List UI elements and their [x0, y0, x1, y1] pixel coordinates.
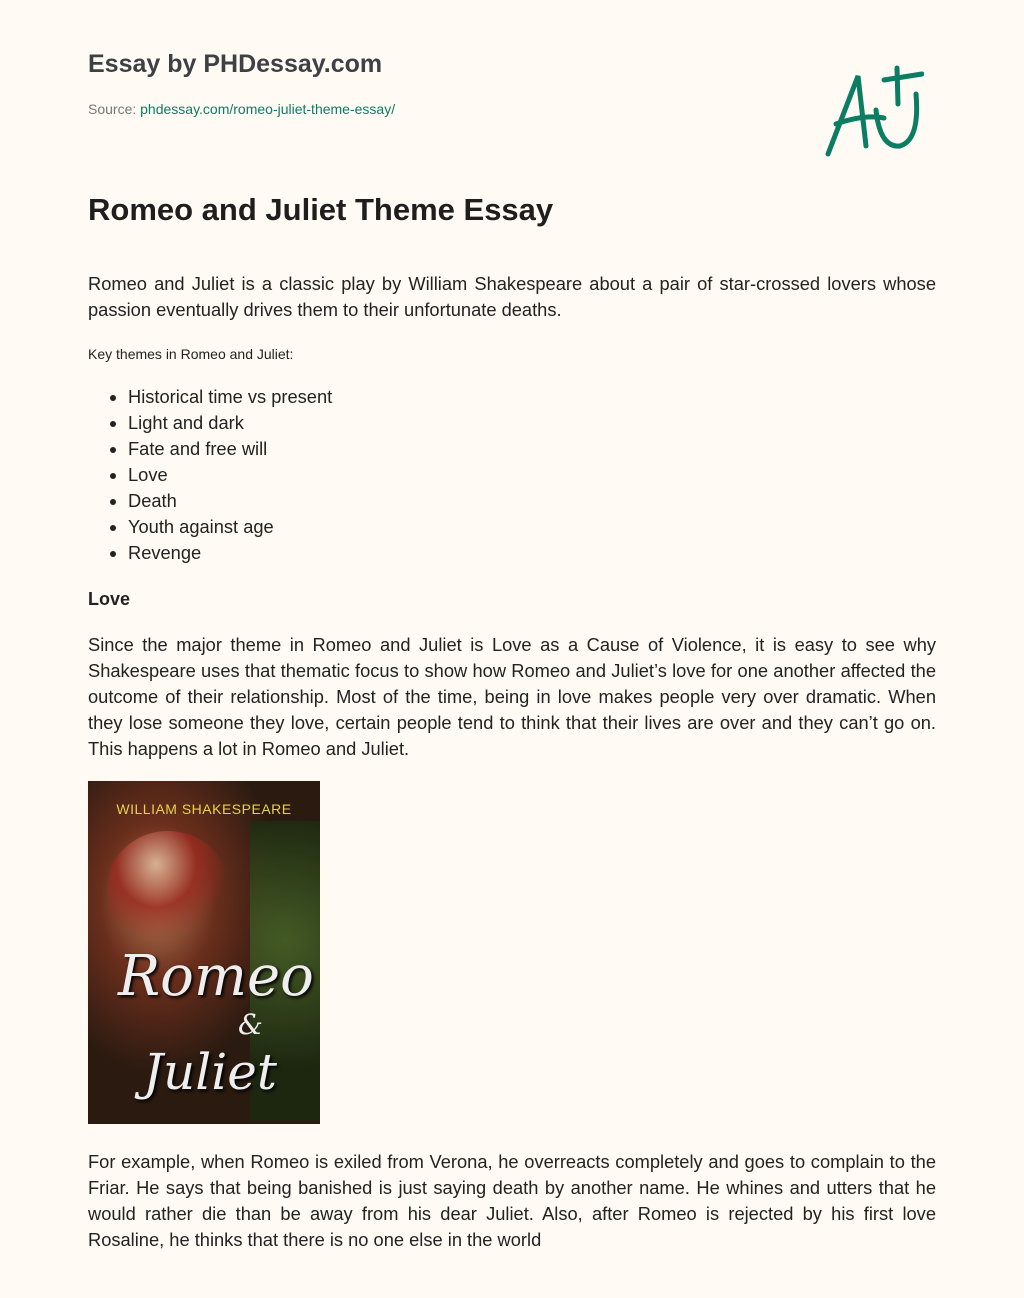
- list-item: • Love: [128, 462, 936, 488]
- source-label: Source:: [88, 101, 137, 117]
- book-cover-image: [88, 781, 320, 1124]
- body-paragraph: Since the major theme in Romeo and Juliet is Love as a Cause of Violence, it is easy to see why Shakespeare uses that thematic focus to show how Romeo and Juliet’s love for one another affected the outcome of their relationship. Most of the time, being in love makes people very over dramatic. When they lose someone they love, certain people tend to think that their lives are over and they can’t go on. This happens a lot in Romeo and Juliet.: [88, 634, 936, 759]
- list-item: • Death: [128, 488, 936, 514]
- cover-ampersand: &: [238, 1008, 263, 1041]
- list-item: • Fate and free will: [128, 436, 936, 462]
- list-item: • Historical time vs present: [128, 384, 936, 410]
- cover-title-romeo: Romeo: [118, 944, 314, 1009]
- source-link[interactable]: phdessay.com/romeo-juliet-theme-essay/: [140, 101, 396, 117]
- list-item: • Light and dark: [128, 410, 936, 436]
- cover-figures: [108, 831, 228, 941]
- site-brand: Essay by PHDessay.com: [88, 50, 383, 78]
- list-item: • Youth against age: [128, 514, 936, 540]
- cover-author: WILLIAM SHAKESPEARE: [116, 801, 292, 817]
- article-body: [88, 190, 936, 1253]
- cover-title-juliet: Juliet: [143, 1043, 277, 1101]
- list-item: • Revenge: [128, 540, 936, 566]
- intro-paragraph: Romeo and Juliet is a classic play by William Shakespeare about a pair of star-crossed lovers whose passion eventually drives them to their unfortunate deaths.: [88, 273, 936, 320]
- a-plus-logo-icon: [824, 64, 924, 160]
- themes-label: Key themes in Romeo and Juliet:: [88, 346, 294, 362]
- source-line: [88, 101, 395, 117]
- body-paragraph: For example, when Romeo is exiled from Verona, he overreacts completely and goes to complain to the Friar. He says that being banished is just saying death by another name. He whines and utters that he would rather die than be away from his dear Juliet. Also, after Romeo is rejected by his first love Rosaline, he thinks that there is no one else in the world: [88, 1151, 936, 1250]
- section-heading: Love: [88, 589, 131, 609]
- page-title: Romeo and Juliet Theme Essay: [88, 192, 554, 227]
- themes-list: [88, 384, 936, 566]
